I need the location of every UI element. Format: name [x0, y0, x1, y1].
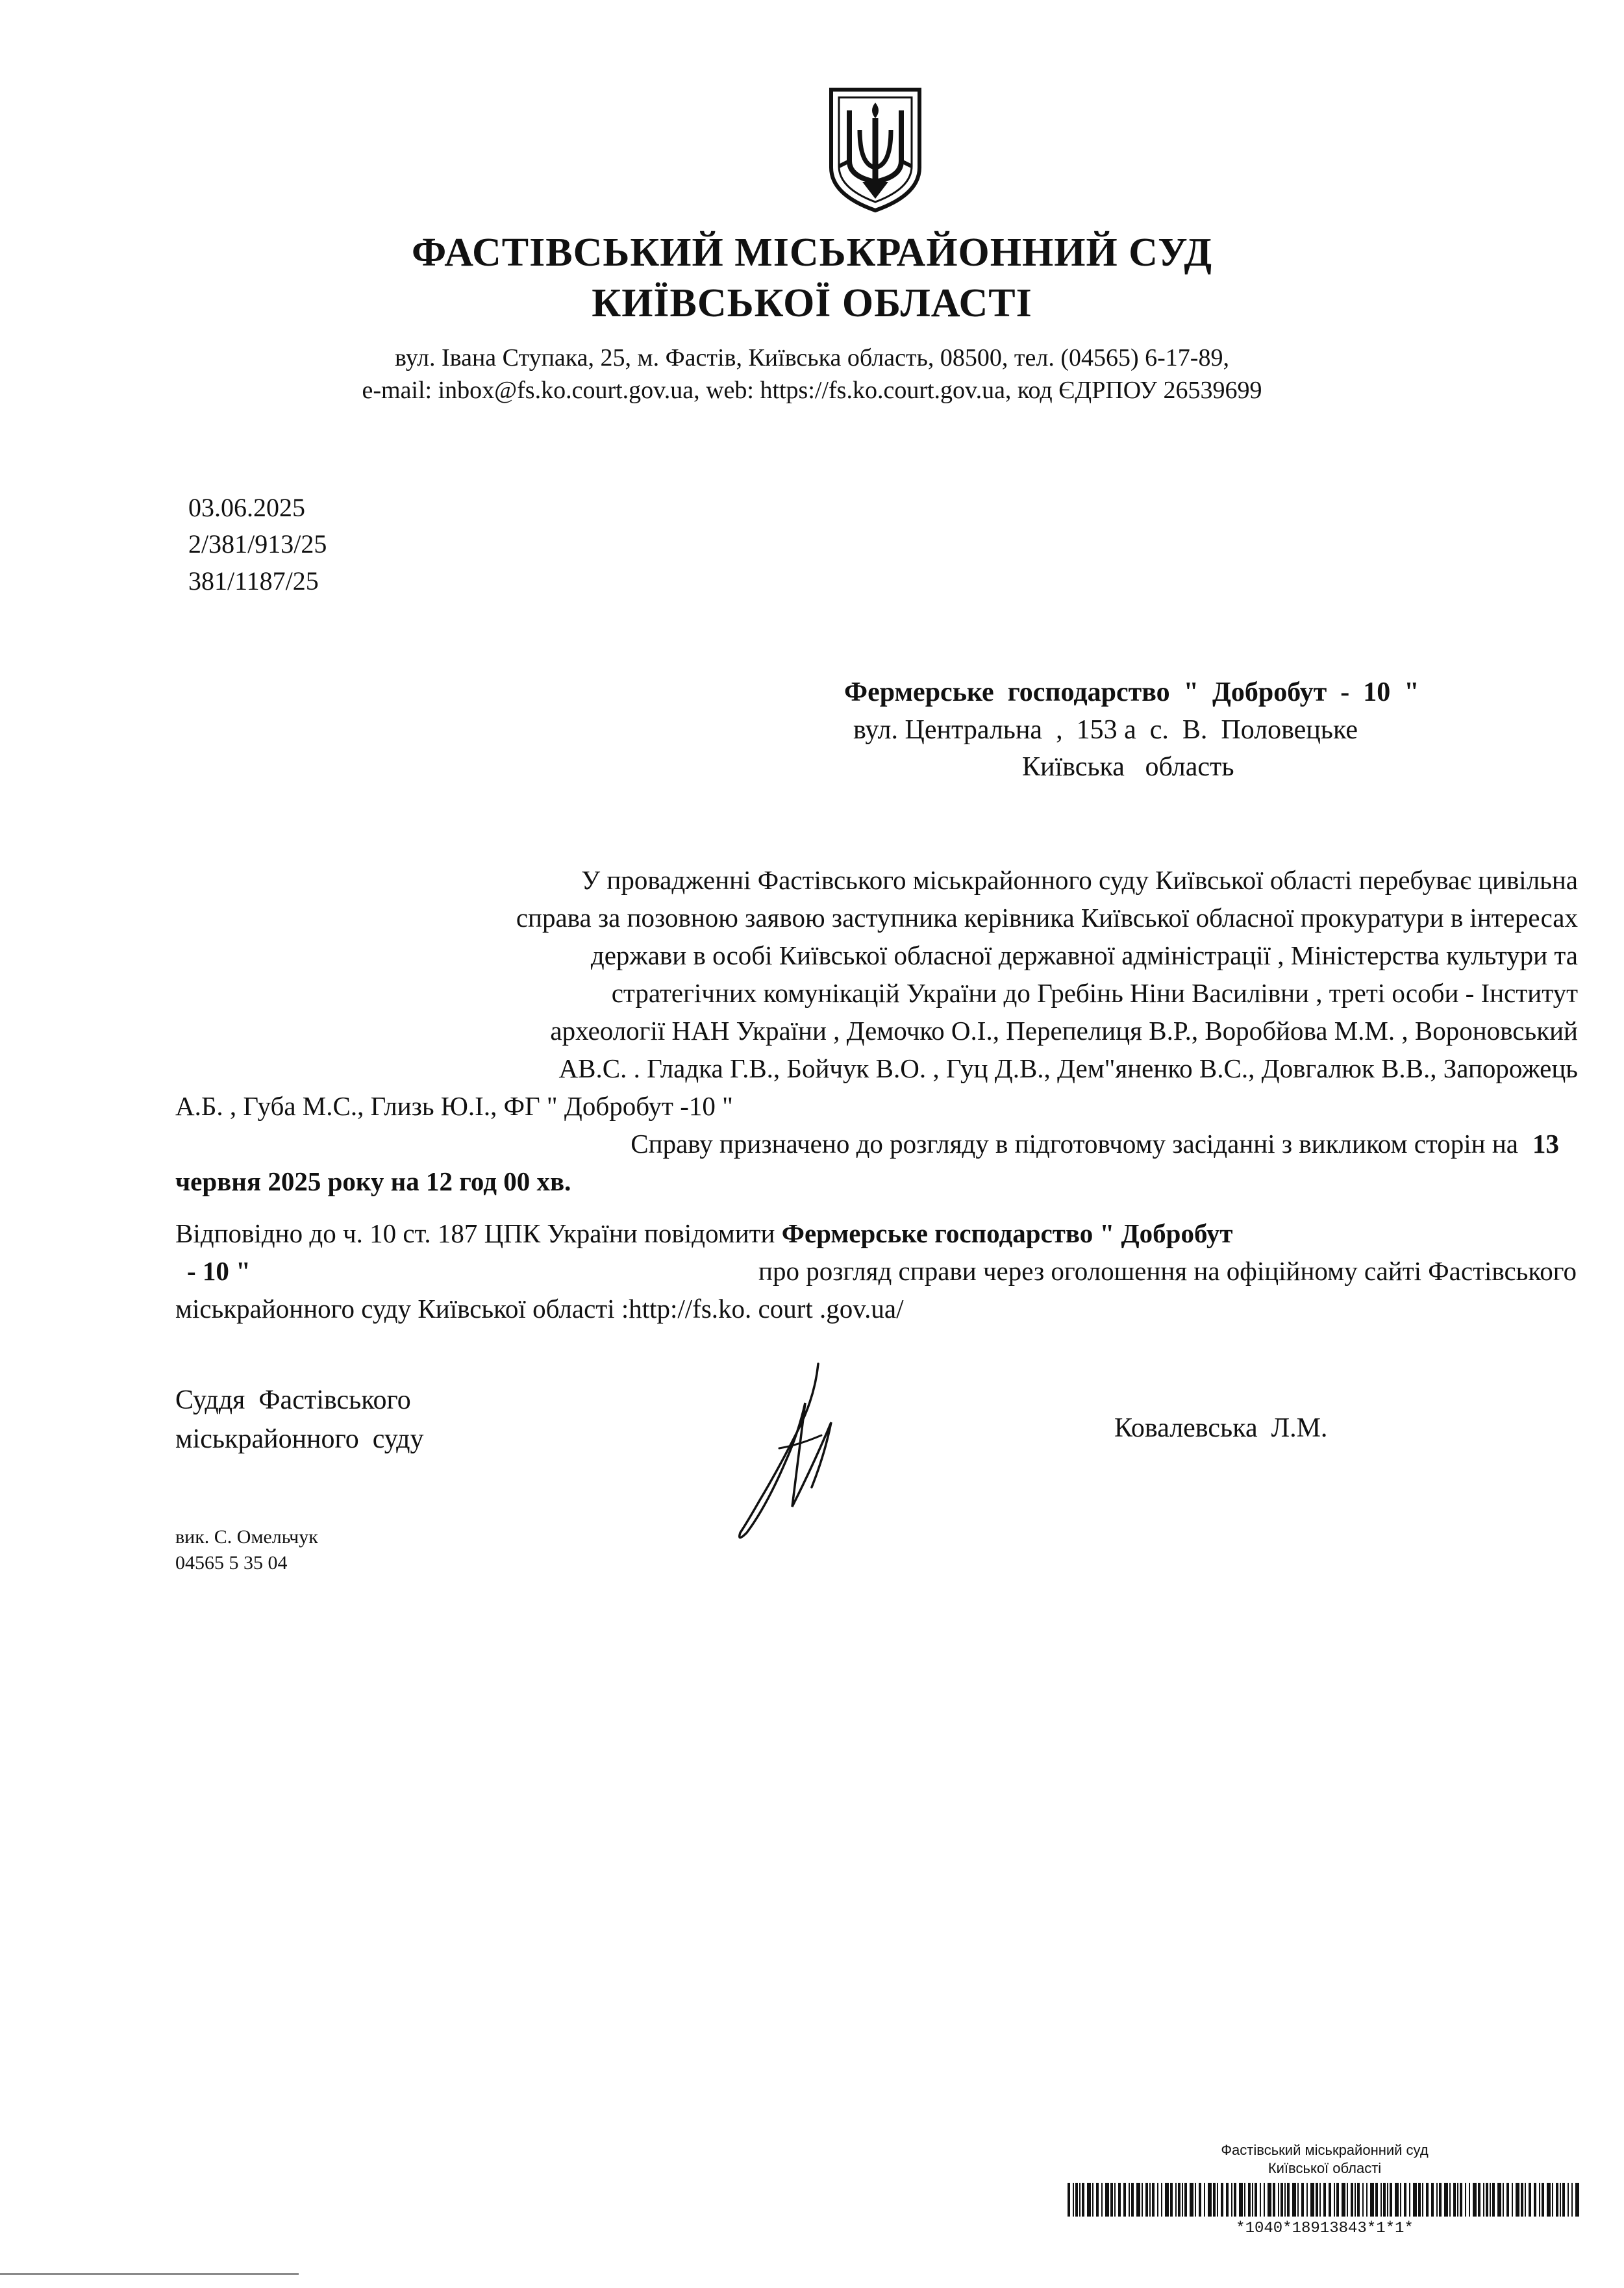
stamp-court-name: Фастівський міськрайонний суд — [1221, 2142, 1429, 2158]
recipient-address: вул. Центральна , 153 а с. В. Половецьке — [853, 715, 1358, 745]
case-number: 2/381/913/25 — [188, 529, 327, 559]
notified-party: Фермерське господарство " Добробут — [781, 1218, 1233, 1248]
court-address: вул. Івана Ступака, 25, м. Фастів, Київська область, 08500, тел. (04565) 6-17-89, — [395, 344, 1229, 371]
body-paragraph-1-line-5: археології НАН України , Демочко О.І., Перепелиця В.Р., Воробйова М.М. , Вороновський — [550, 1016, 1578, 1046]
body-paragraph-1-line-6: АВ.С. . Гладка Г.В., Бойчук В.О. , Гуц Д.В., Дем"яненко В.С., Довгалюк В.В., Запорожець — [558, 1053, 1578, 1083]
notice-method: про розгляд справи через оголошення на офіційному сайті Фастівського — [758, 1256, 1577, 1286]
hearing-day: 13 — [1532, 1129, 1559, 1159]
proceeding-number: 381/1187/25 — [188, 566, 319, 596]
handwritten-signature — [701, 1357, 870, 1552]
judge-name: Ковалевська Л.М. — [1114, 1413, 1328, 1443]
notice-basis: Відповідно до ч. 10 ст. 187 ЦПК України повідомити — [175, 1218, 775, 1248]
judge-position-line1: Суддя Фастівського — [175, 1385, 411, 1415]
recipient-name: Фермерське господарство " Добробут - 10 " — [844, 677, 1419, 707]
body-paragraph-1-line-7: А.Б. , Губа М.С., Глизь Ю.І., ФГ " Добробут -10 " — [175, 1091, 733, 1121]
executor-phone: 04565 5 35 04 — [175, 1552, 288, 1574]
recipient-region: Київська область — [1022, 752, 1234, 782]
judge-position-line2: міськрайонного суду — [175, 1424, 424, 1454]
body-paragraph-2-line-1: Справу призначено до розгляду в підготовчому засіданні з викликом сторін на — [631, 1129, 1518, 1159]
document-barcode — [1065, 2183, 1584, 2217]
body-paragraph-1-line-3: держави в особі Київської обласної державної адміністрації , Міністерства культури та — [590, 940, 1578, 970]
court-contacts: e-mail: inbox@fs.ko.court.gov.ua, web: https://fs.ko.court.gov.ua, код ЄДРПОУ 26539699 — [362, 377, 1262, 404]
court-name-line1: ФАСТІВСЬКИЙ МІСЬКРАЙОННИЙ СУД — [411, 231, 1213, 275]
hearing-date-time: червня 2025 року на 12 год 00 хв. — [175, 1166, 571, 1196]
document-date: 03.06.2025 — [188, 493, 305, 522]
body-paragraph-1-line-2: справа за позовною заявою заступника керівника Київської обласної прокуратури в інтересах — [516, 903, 1578, 933]
body-paragraph-3-line-2 — [175, 1258, 1578, 1285]
court-name-line2: КИЇВСЬКОЇ ОБЛАСТІ — [592, 281, 1032, 325]
notified-party-number: - 10 " — [187, 1256, 251, 1286]
body-paragraph-1-line-4: стратегічних комунікацій України до Гребінь Ніни Василівни , треті особи - Інститут — [611, 978, 1578, 1008]
body-paragraph-1-line-1: У провадженні Фастівського міськрайонного суду Київської області перебуває цивільна — [581, 865, 1578, 895]
footer-rule — [0, 2273, 299, 2275]
body-paragraph-3-line-3: міськрайонного суду Київської області :http://fs.ko. court .gov.ua/ — [175, 1294, 904, 1324]
executor-name: вик. С. Омельчук — [175, 1526, 318, 1548]
coat-of-arms-emblem — [823, 84, 927, 214]
stamp-region: Київської області — [1268, 2160, 1382, 2176]
barcode-number: *1040*18913843*1*1* — [1236, 2220, 1414, 2237]
body-paragraph-3-intro — [175, 1220, 1578, 1247]
